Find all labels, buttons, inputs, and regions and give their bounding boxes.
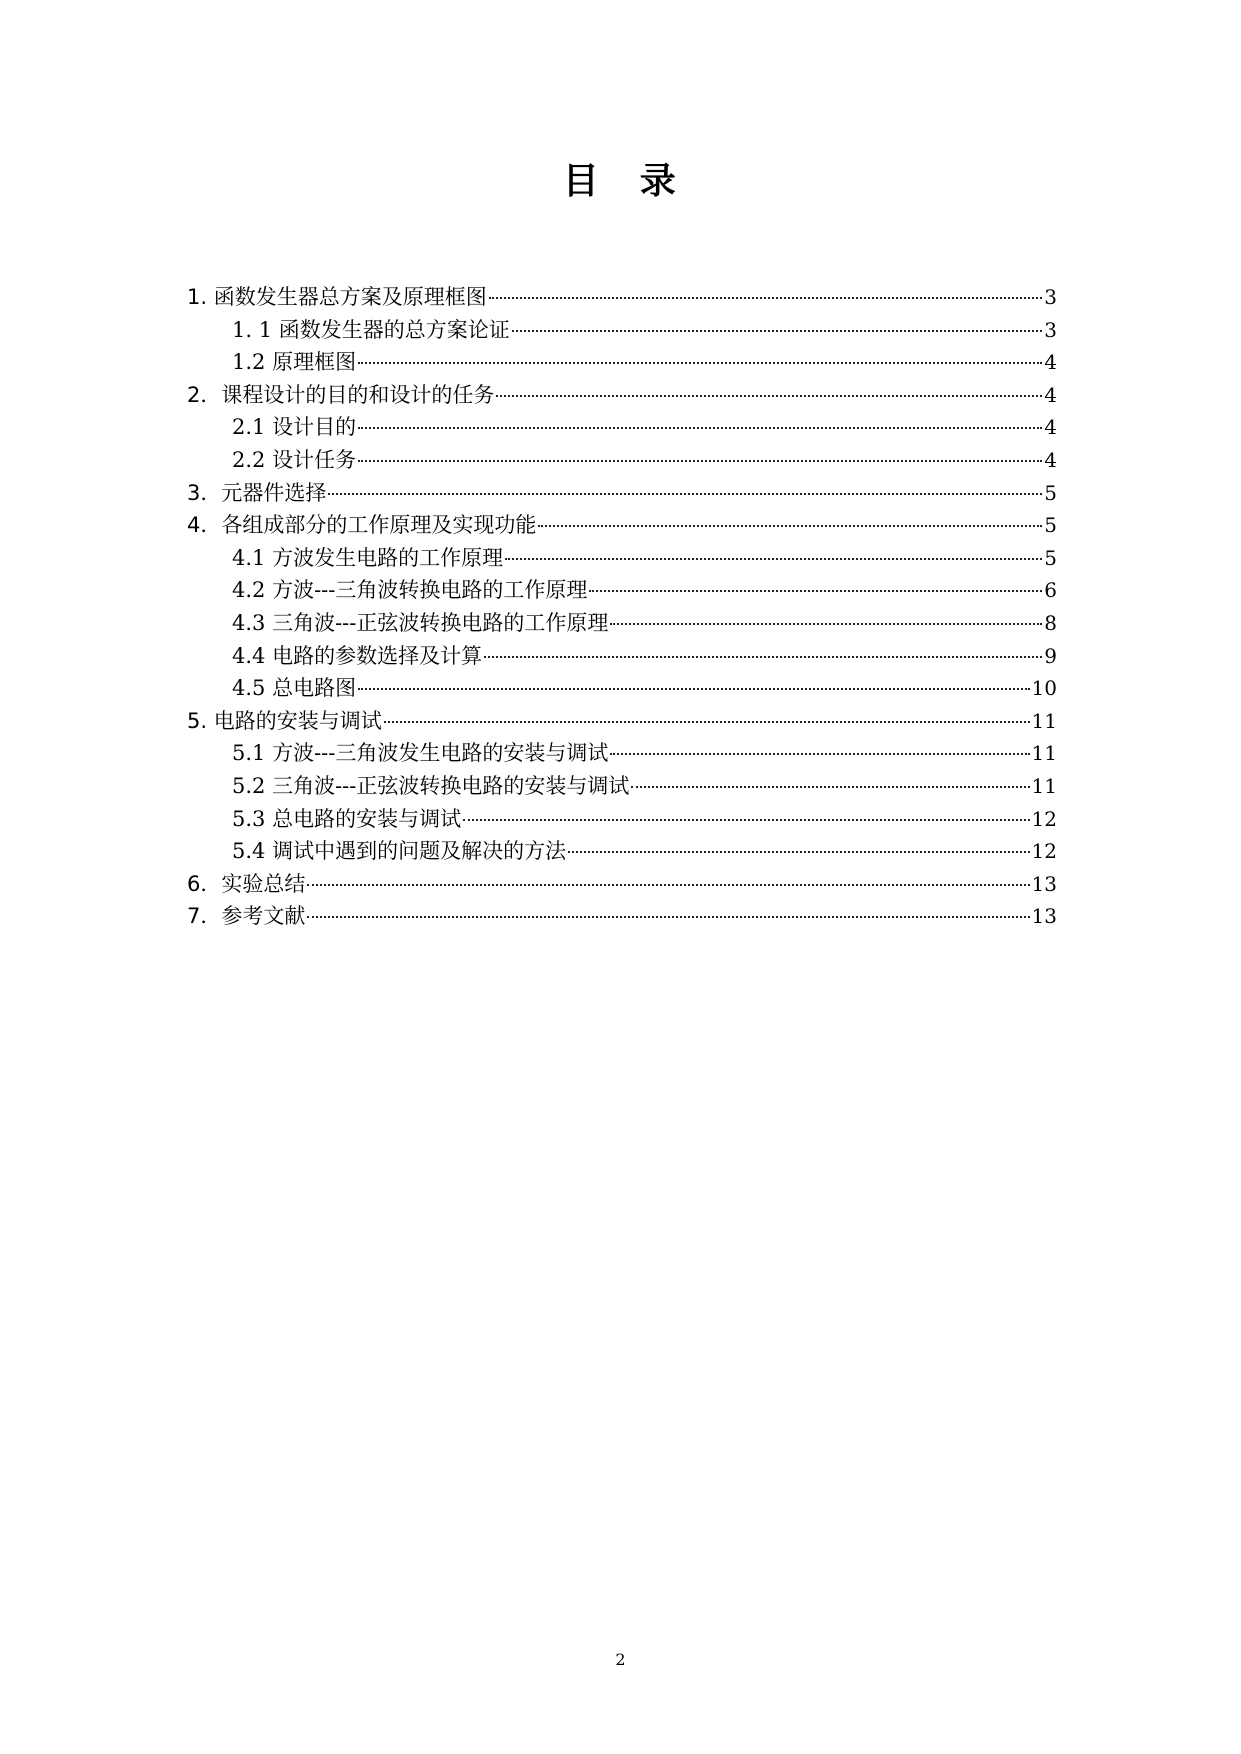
toc-entry-label: 1. 1 函数发生器的总方案论证 <box>232 317 510 342</box>
toc-entry-page: 12 <box>1031 839 1057 864</box>
toc-entry-label: 5.4 调试中遇到的问题及解决的方法 <box>232 839 567 864</box>
toc-entry-page: 5 <box>1044 480 1057 505</box>
toc-dot-leader <box>568 851 1029 853</box>
toc-entry-label: 7．参考文献 <box>187 904 306 929</box>
toc-entry-page: 13 <box>1031 871 1057 896</box>
toc-entry[interactable] <box>187 411 1057 444</box>
toc-entry-page: 6 <box>1044 578 1057 603</box>
toc-dot-leader <box>505 558 1042 560</box>
toc-dot-leader <box>496 395 1042 397</box>
toc-entry-page: 9 <box>1044 643 1057 668</box>
toc-entry-page: 10 <box>1031 676 1057 701</box>
toc-entry[interactable] <box>187 379 1057 412</box>
toc-entry-label: 2.2 设计任务 <box>232 447 357 472</box>
toc-dot-leader <box>484 656 1042 658</box>
toc-entry-label: 6．实验总结 <box>187 871 306 896</box>
toc-entry[interactable] <box>187 737 1057 770</box>
table-of-contents <box>187 281 1057 933</box>
toc-entry-page: 12 <box>1031 806 1057 831</box>
toc-entry-page: 4 <box>1044 415 1057 440</box>
toc-entry[interactable] <box>187 281 1057 314</box>
toc-entry-page: 11 <box>1031 773 1057 798</box>
toc-entry-label: 4.5 总电路图 <box>232 676 357 701</box>
toc-entry-page: 11 <box>1031 741 1057 766</box>
toc-dot-leader <box>358 362 1042 364</box>
toc-entry-label: 2．课程设计的目的和设计的任务 <box>187 382 495 407</box>
toc-entry-label: 1. 函数发生器总方案及原理框图 <box>187 285 487 309</box>
toc-entry[interactable] <box>187 574 1057 607</box>
toc-dot-leader <box>589 590 1042 592</box>
toc-entry-page: 5 <box>1044 545 1057 570</box>
toc-entry-label: 4．各组成部分的工作原理及实现功能 <box>187 513 537 538</box>
toc-entry[interactable] <box>187 900 1057 933</box>
toc-entry-page: 13 <box>1031 904 1057 929</box>
toc-entry-page: 3 <box>1044 285 1057 309</box>
toc-entry[interactable] <box>187 314 1057 347</box>
toc-entry-page: 4 <box>1044 350 1057 375</box>
toc-entry-page: 4 <box>1044 382 1057 407</box>
toc-entry[interactable] <box>187 444 1057 477</box>
toc-dot-leader <box>384 721 1030 723</box>
toc-entry-page: 11 <box>1031 708 1057 733</box>
toc-entry-label: 5.3 总电路的安装与调试 <box>232 806 462 831</box>
toc-entry[interactable] <box>187 672 1057 705</box>
toc-dot-leader <box>307 916 1029 918</box>
toc-entry[interactable] <box>187 346 1057 379</box>
toc-dot-leader <box>358 427 1042 429</box>
toc-entry-page: 3 <box>1044 317 1057 342</box>
toc-entry[interactable] <box>187 868 1057 901</box>
toc-entry[interactable] <box>187 477 1057 510</box>
toc-dot-leader <box>328 493 1042 495</box>
page-number: 2 <box>615 1650 626 1669</box>
toc-title: 目 录 <box>562 161 679 202</box>
toc-entry-label: 5.2 三角波---正弦波转换电路的安装与调试 <box>232 773 630 798</box>
toc-dot-leader <box>610 753 1029 755</box>
toc-dot-leader <box>358 688 1029 690</box>
toc-entry[interactable] <box>187 640 1057 673</box>
toc-entry-label: 4.3 三角波---正弦波转换电路的工作原理 <box>232 610 609 635</box>
toc-entry-label: 4.2 方波---三角波转换电路的工作原理 <box>232 578 588 603</box>
toc-entry-page: 5 <box>1044 513 1057 538</box>
toc-entry-label: 2.1 设计目的 <box>232 415 357 440</box>
toc-dot-leader <box>463 819 1029 821</box>
toc-entry[interactable] <box>187 705 1057 738</box>
toc-entry[interactable] <box>187 542 1057 575</box>
toc-entry-label: 4.1 方波发生电路的工作原理 <box>232 545 504 570</box>
toc-entry[interactable] <box>187 803 1057 836</box>
toc-entry[interactable] <box>187 770 1057 803</box>
toc-entry-label: 1.2 原理框图 <box>232 350 357 375</box>
toc-entry[interactable] <box>187 607 1057 640</box>
toc-dot-leader <box>631 786 1029 788</box>
toc-dot-leader <box>307 884 1029 886</box>
toc-entry-label: 3．元器件选择 <box>187 480 327 505</box>
toc-dot-leader <box>538 525 1042 527</box>
toc-dot-leader <box>358 460 1042 462</box>
toc-entry-page: 8 <box>1044 610 1057 635</box>
toc-entry[interactable] <box>187 509 1057 542</box>
toc-entry-label: 5. 电路的安装与调试 <box>187 708 382 733</box>
toc-entry-page: 4 <box>1044 447 1057 472</box>
toc-entry-label: 4.4 电路的参数选择及计算 <box>232 643 483 668</box>
toc-entry-label: 5.1 方波---三角波发生电路的安装与调试 <box>232 741 609 766</box>
toc-dot-leader <box>512 330 1043 332</box>
toc-dot-leader <box>610 623 1042 625</box>
toc-entry[interactable] <box>187 835 1057 868</box>
toc-dot-leader <box>489 297 1043 299</box>
